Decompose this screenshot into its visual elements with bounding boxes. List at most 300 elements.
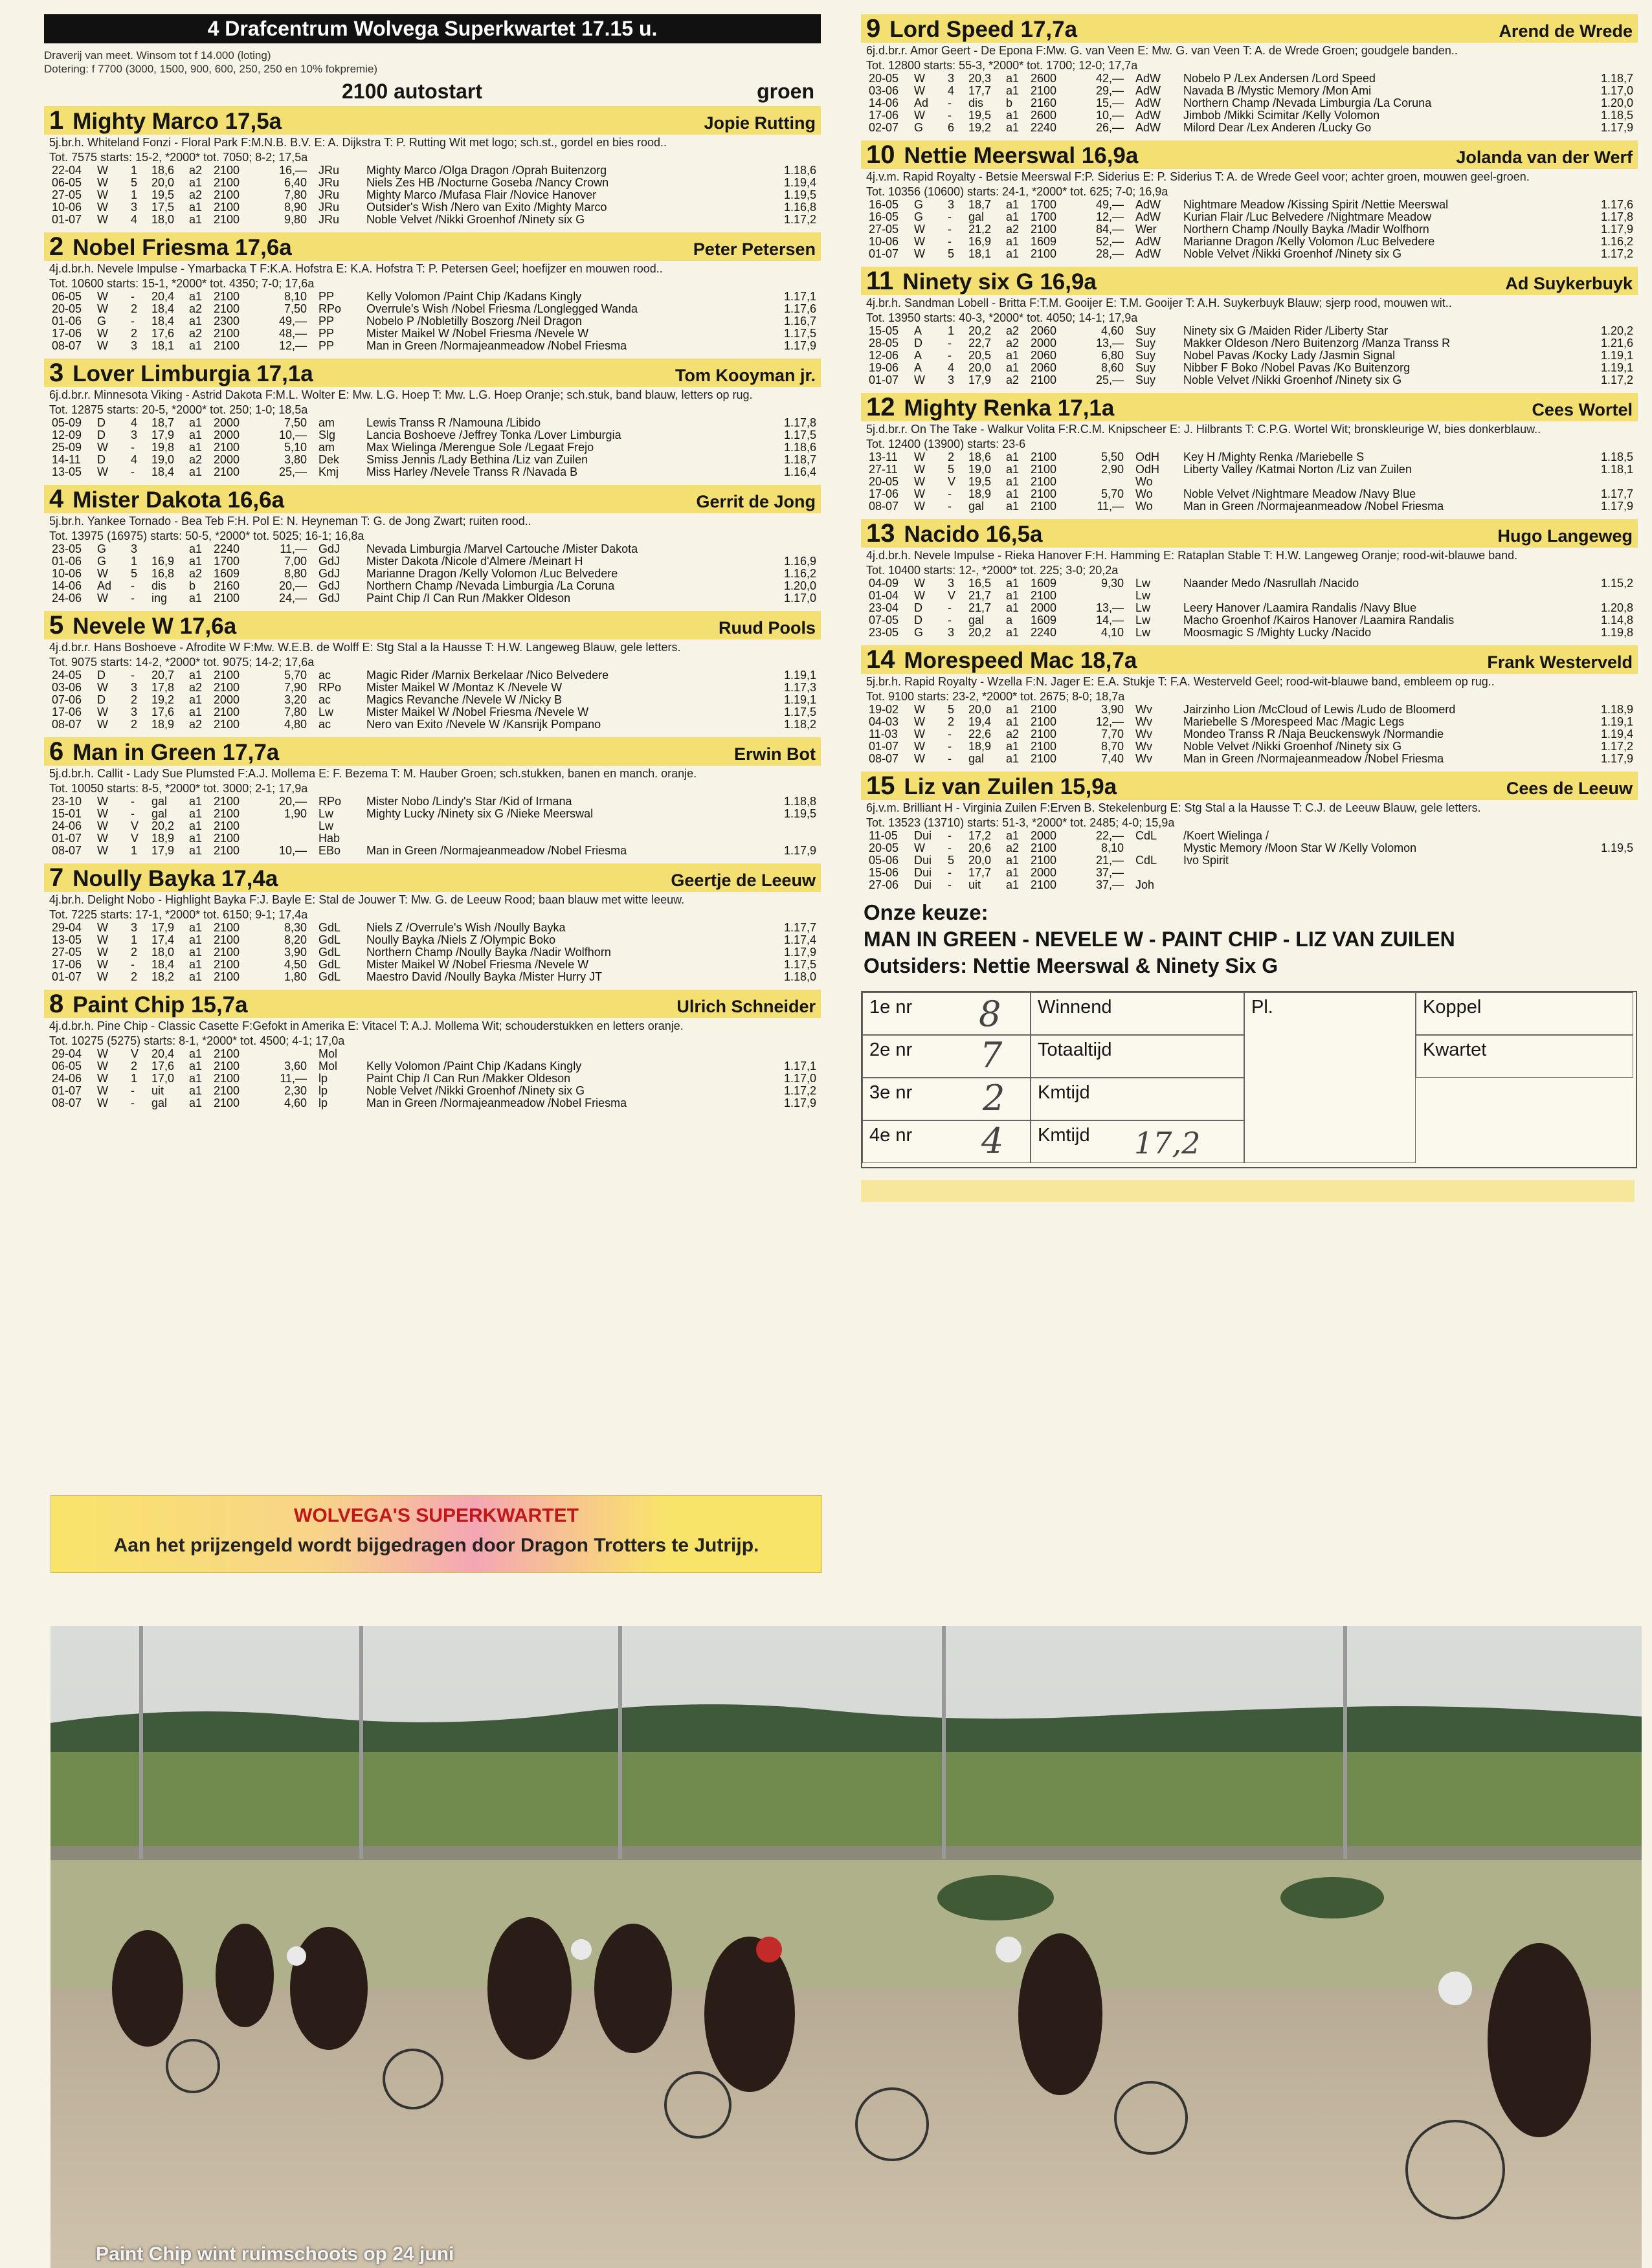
result-cell: W xyxy=(97,718,108,731)
result-cell: 2100 xyxy=(1031,500,1057,513)
horse-number: 9 xyxy=(866,14,881,43)
result-cell: W xyxy=(914,450,925,463)
result-cell: 14-06 xyxy=(869,96,899,109)
result-cell: Ad xyxy=(914,96,929,109)
banner-title: WOLVEGA'S SUPERKWARTET xyxy=(294,1505,579,1526)
horse-number: 1 xyxy=(49,106,64,135)
our-choice-label: Onze keuze: xyxy=(864,900,988,924)
horse-entry xyxy=(861,393,1638,513)
result-cell: D xyxy=(97,693,106,706)
result-cell: a1 xyxy=(189,428,203,441)
horse-entry xyxy=(861,645,1638,765)
result-cell: 20-05 xyxy=(869,72,899,85)
result-cell: 10-06 xyxy=(52,201,82,214)
result-cell: Dek xyxy=(318,453,340,466)
result-cell: a2 xyxy=(1006,728,1020,740)
result-cell: 18,9 xyxy=(151,832,175,845)
result-cell: 1.16,8 xyxy=(783,201,816,214)
result-cell: 8,10 xyxy=(284,290,307,303)
horse-name xyxy=(49,360,313,387)
result-row xyxy=(49,845,816,857)
result-cell: Noble Velvet /Nikki Groenhof /Ninety six G xyxy=(1183,248,1402,260)
result-cell: W xyxy=(914,247,925,260)
result-cell: Nibber F Boko /Nobel Pavas /Ko Buitenzorg xyxy=(1183,362,1411,374)
result-cell: CdL xyxy=(1135,854,1157,867)
photo-caption: Paint Chip wint ruimschoots op 24 juni xyxy=(96,2243,454,2265)
result-row xyxy=(866,500,1633,513)
horse-number: 10 xyxy=(866,140,895,169)
result-cell: 19,5 xyxy=(968,475,992,488)
result-row xyxy=(866,740,1633,753)
result-cell: ac xyxy=(318,693,331,706)
result-cell: Lw xyxy=(1135,601,1151,614)
result-cell: - xyxy=(948,841,952,854)
result-cell: a1 xyxy=(189,819,203,832)
result-cell: 16-05 xyxy=(869,198,899,211)
result-cell: 3,90 xyxy=(284,946,307,959)
result-cell: 1609 xyxy=(214,567,240,580)
result-cell: 21,7 xyxy=(968,589,992,602)
form-kmtijd-1: Kmtijd xyxy=(1031,1078,1244,1120)
horse-driver: Ulrich Schneider xyxy=(676,997,816,1016)
horse-number: 12 xyxy=(866,393,895,421)
result-cell: a1 xyxy=(1006,878,1020,891)
horse-entry xyxy=(44,611,821,731)
result-cell: OdH xyxy=(1135,450,1160,463)
result-cell: 17,9 xyxy=(151,844,175,857)
result-cell: 49,— xyxy=(278,315,307,328)
result-cell xyxy=(755,543,816,555)
result-cell: 01-07 xyxy=(52,213,82,226)
result-row xyxy=(49,543,816,555)
result-cell: 11,— xyxy=(1097,500,1124,513)
result-cell: 01-04 xyxy=(869,589,899,602)
result-cell: Wo xyxy=(1135,487,1153,500)
result-cell: 20,2 xyxy=(151,819,175,832)
result-cell: 2100 xyxy=(214,1072,240,1085)
result-cell: 7,80 xyxy=(284,706,307,718)
form-winnend: Winnend xyxy=(1031,992,1244,1035)
result-cell: 24,— xyxy=(278,592,307,605)
result-cell: Liberty Valley /Katmai Norton /Liz van Zuilen xyxy=(1183,463,1412,476)
result-cell: 17,9 xyxy=(151,921,175,934)
right-horse-list xyxy=(861,14,1638,891)
result-cell: 1.18,7 xyxy=(1600,72,1633,85)
result-cell: a1 xyxy=(189,465,203,478)
result-cell: 24-06 xyxy=(52,1072,82,1085)
horse-totals: Tot. 9100 starts: 23-2, *2000* tot. 2675; 8-0; 18,7a xyxy=(866,690,1125,703)
result-cell: 2100 xyxy=(1031,703,1057,716)
result-cell: 2 xyxy=(131,718,138,731)
result-cell: a1 xyxy=(189,706,203,718)
result-row xyxy=(866,590,1633,602)
result-cell xyxy=(755,832,816,845)
result-cell: 1.16,2 xyxy=(783,567,816,580)
results-table xyxy=(49,291,816,352)
result-cell: 26,— xyxy=(1095,121,1124,134)
result-cell: 2100 xyxy=(1031,728,1057,740)
result-cell: 1609 xyxy=(1031,614,1057,627)
horse-header xyxy=(861,772,1638,800)
horse-pedigree: 6j.v.m. Brilliant H - Virginia Zuilen F:Erven B. Stekelenburg E: Stg Stal a la Hausse T: C.J. de Leeuw Blauw, gele letters. xyxy=(866,801,1481,814)
result-cell: 1.20,0 xyxy=(1600,96,1633,109)
result-cell: 2060 xyxy=(1031,324,1057,337)
result-cell: 1.17,2 xyxy=(1600,373,1633,386)
result-cell: AdW xyxy=(1135,109,1161,122)
result-cell: 22,6 xyxy=(968,728,992,740)
result-cell: W xyxy=(97,567,108,580)
result-cell: b xyxy=(1006,96,1013,109)
result-cell: ac xyxy=(318,669,331,682)
horse-title: Liz van Zuilen 15,9a xyxy=(904,774,1117,799)
result-cell: 18,1 xyxy=(968,247,992,260)
result-cell: a1 xyxy=(189,213,203,226)
result-cell: W xyxy=(97,302,108,315)
result-cell: Mighty Lucky /Ninety six G /Nieke Meerswal xyxy=(366,808,594,820)
result-row xyxy=(866,350,1633,362)
result-cell: G xyxy=(914,121,924,134)
result-cell: a1 xyxy=(1006,72,1020,85)
result-cell: Lw xyxy=(1135,614,1151,627)
result-cell: a2 xyxy=(189,188,203,201)
result-cell: a1 xyxy=(1006,500,1020,513)
result-cell: 27-05 xyxy=(869,223,899,236)
result-cell: JRu xyxy=(318,164,340,177)
result-cell: 2060 xyxy=(1031,349,1057,362)
result-cell: gal xyxy=(968,500,985,513)
result-cell: 3 xyxy=(948,626,955,639)
result-cell: a2 xyxy=(189,164,203,177)
result-cell: 01-07 xyxy=(52,1084,82,1097)
result-cell: W xyxy=(97,176,108,189)
result-cell: 7,50 xyxy=(284,302,307,315)
result-cell: a1 xyxy=(189,416,203,429)
result-cell: V xyxy=(131,832,139,845)
horse-driver: Ruud Pools xyxy=(719,618,816,638)
result-cell: 2000 xyxy=(214,428,240,441)
result-cell: 1.17,9 xyxy=(783,1096,816,1109)
result-cell xyxy=(1181,476,1572,488)
result-cell: - xyxy=(131,465,135,478)
result-cell: W xyxy=(97,164,108,177)
result-cell: 1 xyxy=(131,188,138,201)
result-cell: 1.17,5 xyxy=(783,958,816,971)
horse-driver: Hugo Langeweg xyxy=(1497,526,1633,546)
result-cell: 2100 xyxy=(214,213,240,226)
result-cell: 3 xyxy=(131,201,138,214)
result-cell: 25,— xyxy=(278,465,307,478)
horse-totals: Tot. 10400 starts: 12-, *2000* tot. 225; 3-0; 20,2a xyxy=(866,564,1119,577)
result-cell: 04-09 xyxy=(869,577,899,590)
horse-name xyxy=(49,739,279,766)
result-cell: 2,30 xyxy=(284,1084,307,1097)
result-cell: a1 xyxy=(1006,601,1020,614)
result-cell: 37,— xyxy=(1095,878,1124,891)
result-cell: W xyxy=(97,1084,108,1097)
result-cell: 18,9 xyxy=(968,740,992,753)
result-cell: Suy xyxy=(1135,337,1156,350)
horse-driver: Arend de Wrede xyxy=(1499,21,1633,41)
result-cell: 17-06 xyxy=(869,109,899,122)
result-row xyxy=(49,340,816,352)
result-cell: lp xyxy=(318,1072,328,1085)
result-row xyxy=(49,706,816,718)
horse-number: 14 xyxy=(866,645,895,674)
result-cell: RPo xyxy=(318,795,342,808)
result-cell: 1.17,9 xyxy=(1600,223,1633,236)
result-cell: 28-05 xyxy=(869,337,899,350)
result-cell: a2 xyxy=(1006,373,1020,386)
result-cell: 28,— xyxy=(1095,247,1124,260)
result-cell: 12,— xyxy=(278,339,307,352)
result-cell: 2300 xyxy=(214,315,240,328)
result-cell: a2 xyxy=(189,681,203,694)
result-cell: 16,9 xyxy=(151,555,175,568)
result-cell: a1 xyxy=(1006,715,1020,728)
race-prize-money: Dotering: f 7700 (3000, 1500, 900, 600, 250, 250 en 10% fokpremie) xyxy=(44,63,378,75)
result-cell: 2 xyxy=(131,946,138,959)
result-cell: 15,— xyxy=(1095,96,1124,109)
result-cell: 03-06 xyxy=(52,681,82,694)
result-cell: 2100 xyxy=(1031,475,1057,488)
result-cell: 13-11 xyxy=(869,450,898,463)
result-cell: 1.17,5 xyxy=(783,327,816,340)
result-cell: 05-06 xyxy=(869,854,899,867)
result-cell: W xyxy=(97,290,108,303)
horse-title: Paint Chip 15,7a xyxy=(73,992,248,1017)
result-cell: 17,6 xyxy=(151,327,175,340)
result-cell: W xyxy=(914,72,925,85)
result-cell: 2000 xyxy=(214,416,240,429)
result-cell: 6,80 xyxy=(1100,349,1124,362)
result-row xyxy=(49,718,816,731)
left-horse-list xyxy=(44,106,821,1109)
result-cell: RPo xyxy=(318,681,342,694)
result-row xyxy=(49,669,816,682)
result-cell: Northern Champ /Noully Bayka /Nadir Wolfhorn xyxy=(366,946,611,959)
result-cell: 5 xyxy=(131,176,138,189)
result-cell: 2100 xyxy=(214,669,240,682)
horse-title: Lord Speed 17,7a xyxy=(889,17,1078,42)
superkwartet-banner xyxy=(50,1495,822,1573)
result-cell: gal xyxy=(151,795,168,808)
result-cell: Noble Velvet /Nightmare Meadow /Navy Blue xyxy=(1183,488,1416,500)
horse-title: Mighty Renka 17,1a xyxy=(904,395,1115,421)
result-cell: Nobelo P /Lex Andersen /Lord Speed xyxy=(1183,72,1376,85)
result-cell: 8,20 xyxy=(284,933,307,946)
result-cell: 3 xyxy=(948,72,955,85)
result-cell: V xyxy=(948,475,956,488)
horse-driver: Erwin Bot xyxy=(734,744,816,764)
result-cell: 2100 xyxy=(214,958,240,971)
result-cell: a1 xyxy=(189,1096,203,1109)
result-cell: GdJ xyxy=(318,592,340,605)
result-cell: 21,7 xyxy=(968,601,992,614)
result-cell: 17,0 xyxy=(151,1072,175,1085)
result-cell: 2240 xyxy=(1031,626,1057,639)
result-cell: W xyxy=(97,819,108,832)
result-cell: Outsider's Wish /Nero van Exito /Mighty Marco xyxy=(366,201,607,214)
result-cell: 1.17,9 xyxy=(783,844,816,857)
result-cell: 18,2 xyxy=(151,970,175,983)
result-cell: 1.18,6 xyxy=(783,441,816,454)
result-cell: Noble Velvet /Nikki Groenhof /Ninety six G xyxy=(366,214,585,226)
result-cell: 5,50 xyxy=(1100,450,1124,463)
result-cell: 1.17,7 xyxy=(1600,487,1633,500)
horse-title: Mighty Marco 17,5a xyxy=(73,109,282,134)
result-cell: 15-05 xyxy=(869,324,899,337)
results-table xyxy=(866,199,1633,260)
result-cell: 1.16,4 xyxy=(783,465,816,478)
horse-name xyxy=(49,486,284,513)
result-cell: Mol xyxy=(318,1060,338,1073)
race-title: 4 Drafcentrum Wolvega Superkwartet 17.15 u. xyxy=(44,14,821,43)
result-cell: W xyxy=(97,921,108,934)
result-cell: 1,90 xyxy=(284,807,307,820)
result-row xyxy=(49,177,816,189)
result-row xyxy=(866,325,1633,337)
result-cell xyxy=(364,820,755,832)
result-cell: 2000 xyxy=(1031,829,1057,842)
result-cell: a1 xyxy=(1006,752,1020,765)
result-cell: D xyxy=(97,669,106,682)
result-cell: - xyxy=(131,958,135,971)
result-row xyxy=(866,602,1633,614)
result-cell: 2100 xyxy=(1031,223,1057,236)
result-cell: 1.17,3 xyxy=(783,681,816,694)
result-cell: 1.14,8 xyxy=(1600,614,1633,627)
result-cell: 1.17,9 xyxy=(1600,121,1633,134)
result-cell: Lw xyxy=(1135,589,1151,602)
result-cell: a1 xyxy=(1006,626,1020,639)
race-conditions: Draverij van meet. Winsom tot f 14.000 (loting) xyxy=(44,49,271,61)
result-cell: 1 xyxy=(131,933,138,946)
result-cell: 8,90 xyxy=(284,201,307,214)
result-cell: a1 xyxy=(189,592,203,605)
result-cell: - xyxy=(948,728,952,740)
result-cell: 2100 xyxy=(214,201,240,214)
result-cell: 4,80 xyxy=(284,718,307,731)
horse-pedigree: 4j.br.h. Delight Nobo - Highlight Bayka F:J. Bayle E: Stal de Jouwer T: Mw. G. de Leeuw Rood; baan blauw met witte leeuw. xyxy=(49,893,685,906)
result-cell: 18,1 xyxy=(151,339,175,352)
result-cell xyxy=(252,832,316,845)
result-cell: 19,0 xyxy=(151,453,175,466)
result-cell: Mister Dakota /Nicole d'Almere /Meinart H xyxy=(366,555,583,568)
result-cell: 4 xyxy=(131,213,138,226)
result-cell: W xyxy=(97,1047,108,1060)
result-row xyxy=(49,971,816,983)
result-cell: 17,9 xyxy=(968,373,992,386)
result-row xyxy=(49,315,816,328)
result-cell: Mystic Memory /Moon Star W /Kelly Volomon xyxy=(1183,842,1417,854)
race-start-type: 2100 autostart xyxy=(342,80,482,103)
horse-number: 11 xyxy=(866,267,894,295)
result-row xyxy=(49,946,816,959)
result-cell: Joh xyxy=(1135,878,1155,891)
result-cell: Lw xyxy=(318,819,334,832)
result-cell: 27-06 xyxy=(869,878,899,891)
horse-header xyxy=(44,990,821,1018)
result-cell: 1700 xyxy=(1031,210,1057,223)
result-cell: - xyxy=(948,487,952,500)
result-cell: 19-02 xyxy=(869,703,899,716)
result-cell: 24-06 xyxy=(52,592,82,605)
result-cell: 1.17,5 xyxy=(783,706,816,718)
horse-totals: Tot. 7575 starts: 15-2, *2000* tot. 7050; 8-2; 17,5a xyxy=(49,151,308,164)
result-cell: 03-06 xyxy=(869,84,899,97)
result-cell: 17-06 xyxy=(52,327,82,340)
result-cell: a1 xyxy=(1006,210,1020,223)
result-cell: a1 xyxy=(189,1060,203,1073)
result-cell: 9,30 xyxy=(1100,577,1124,590)
result-cell: Marianne Dragon /Kelly Volomon /Luc Belvedere xyxy=(1183,236,1435,248)
result-cell: W xyxy=(97,201,108,214)
result-cell: 19,5 xyxy=(968,109,992,122)
result-cell: W xyxy=(97,1060,108,1073)
result-cell: 3 xyxy=(948,373,955,386)
result-row xyxy=(866,488,1633,500)
result-cell: 4,10 xyxy=(1100,626,1124,639)
result-cell: 1609 xyxy=(1031,235,1057,248)
result-cell: 1.18,6 xyxy=(783,164,816,177)
result-cell: a1 xyxy=(189,1047,203,1060)
result-cell: 01-07 xyxy=(869,373,899,386)
result-cell: 24-05 xyxy=(52,669,82,682)
result-cell: 48,— xyxy=(278,327,307,340)
result-cell: 1.20,8 xyxy=(1600,601,1633,614)
result-cell: 1.17,2 xyxy=(783,1084,816,1097)
result-cell: Mighty Marco /Olga Dragon /Oprah Buitenzorg xyxy=(366,164,607,177)
result-cell: CdL xyxy=(1135,829,1157,842)
result-cell: a1 xyxy=(1006,866,1020,879)
race-photo-illustration xyxy=(50,1626,1642,2268)
result-cell: 17,7 xyxy=(968,84,992,97)
result-cell: GdL xyxy=(318,921,341,934)
result-cell: 18,9 xyxy=(151,718,175,731)
result-cell: 1.19,5 xyxy=(783,188,816,201)
horse-entry xyxy=(861,140,1638,260)
horse-number: 2 xyxy=(49,232,64,261)
horse-title: Morespeed Mac 18,7a xyxy=(904,648,1137,673)
result-cell: 08-07 xyxy=(52,844,82,857)
result-cell: b xyxy=(189,579,196,592)
result-cell: W xyxy=(97,706,108,718)
horse-number: 8 xyxy=(49,990,64,1018)
result-cell: 1.19,1 xyxy=(1600,349,1633,362)
result-cell: 15-01 xyxy=(52,807,82,820)
result-row xyxy=(866,72,1633,85)
result-cell: 7,70 xyxy=(1100,728,1124,740)
result-cell: 19,8 xyxy=(151,441,175,454)
result-cell: 07-05 xyxy=(869,614,899,627)
result-cell: 17-06 xyxy=(52,958,82,971)
result-cell: AdW xyxy=(1135,121,1161,134)
result-cell: 2100 xyxy=(214,176,240,189)
result-cell: 29-04 xyxy=(52,921,82,934)
result-cell: Wv xyxy=(1135,752,1152,765)
result-cell: a1 xyxy=(189,555,203,568)
result-cell: - xyxy=(948,752,952,765)
horse-name xyxy=(866,142,1138,169)
result-cell: a1 xyxy=(189,542,203,555)
result-cell: 27-05 xyxy=(52,188,82,201)
result-cell: a2 xyxy=(1006,841,1020,854)
result-cell: a1 xyxy=(1006,475,1020,488)
result-cell: W xyxy=(914,109,925,122)
result-cell: a1 xyxy=(1006,235,1020,248)
result-cell: W xyxy=(914,752,925,765)
horse-number: 7 xyxy=(49,863,64,892)
